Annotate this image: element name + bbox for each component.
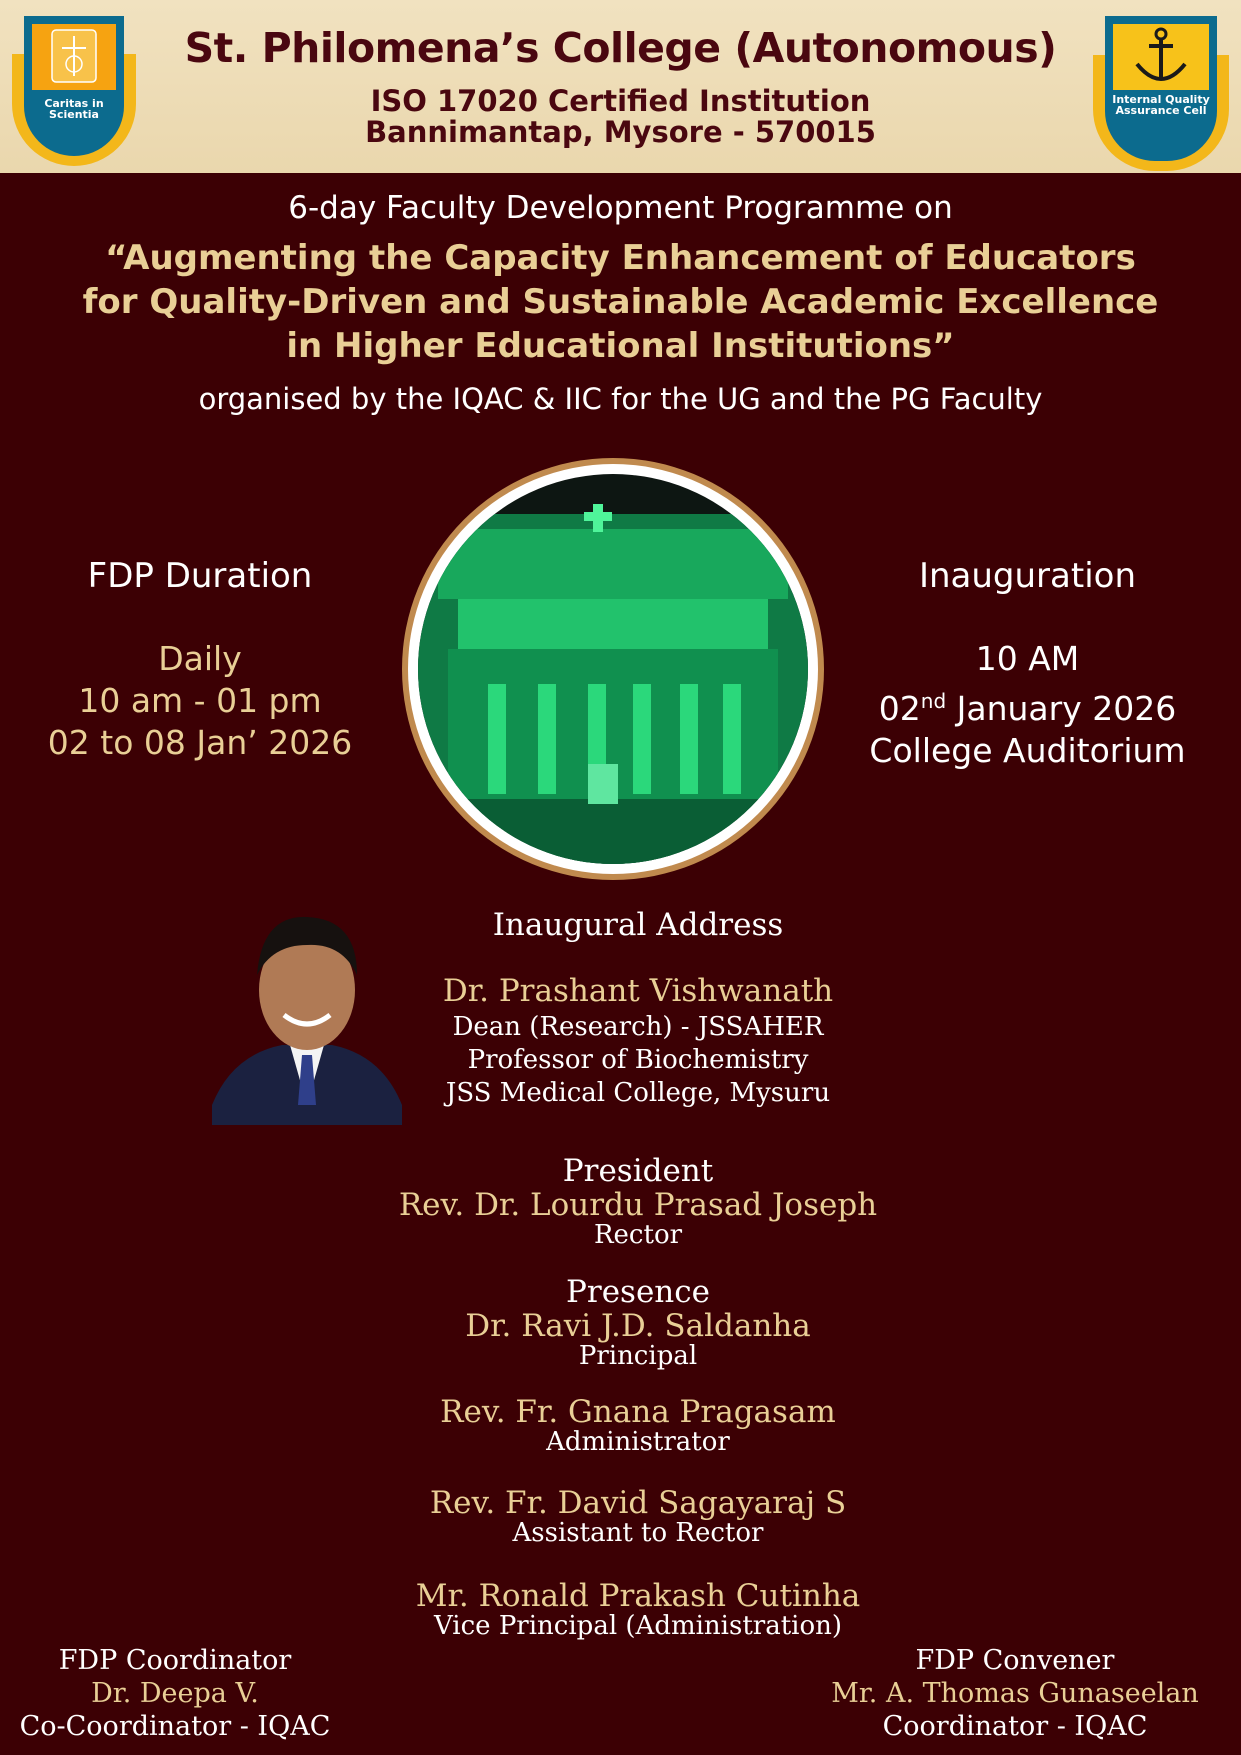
coordinator-heading: FDP Coordinator (58, 1645, 292, 1676)
presence-role: Principal (578, 1341, 698, 1371)
convener-name: Mr. A. Thomas Gunaseelan (831, 1678, 1199, 1709)
fdp-convener-block (820, 1644, 1210, 1743)
inaugural-heading: Inaugural Address (492, 907, 784, 943)
logo-motto: Caritas in Scientia (44, 97, 104, 121)
duration-time: 10 am - 01 pm (78, 681, 322, 720)
iqac-logo (1093, 16, 1229, 171)
theme-line: “Augmenting the Capacity Enhancement of Educators (105, 238, 1136, 278)
speaker-role: Professor of Biochemistry (467, 1045, 809, 1075)
logo-shield-shape (1105, 16, 1217, 161)
presence-heading: Presence (566, 1274, 710, 1310)
theme-line: for Quality-Driven and Sustainable Academic Excellence (82, 282, 1159, 322)
fdp-coordinator-block (10, 1644, 340, 1743)
president-block (330, 1153, 946, 1249)
presence-person (330, 1487, 946, 1547)
header-banner (0, 0, 1241, 173)
duration-dates: 02 to 08 Jan’ 2026 (47, 723, 353, 762)
presence-name: Dr. Ravi J.D. Saldanha (465, 1308, 811, 1344)
inaugural-address-block (330, 905, 946, 1110)
programme-theme (40, 236, 1201, 368)
iso-certification: ISO 17020 Certified Institution (370, 84, 871, 118)
date-rest: January 2026 (946, 689, 1177, 728)
anchor-icon (1113, 24, 1209, 90)
presence-person (330, 1396, 946, 1456)
convener-heading: FDP Convener (915, 1645, 1115, 1676)
presence-name: Mr. Ronald Prakash Cutinha (415, 1578, 861, 1614)
coordinator-name: Dr. Deepa V. (91, 1678, 259, 1709)
president-name: Rev. Dr. Lourdu Prasad Joseph (398, 1187, 878, 1223)
college-title: St. Philomena’s College (Autonomous) (184, 24, 1057, 72)
speaker-role: JSS Medical College, Mysuru (445, 1078, 831, 1108)
inauguration-heading: Inauguration (918, 556, 1137, 596)
presence-block (330, 1274, 946, 1370)
duration-frequency: Daily (158, 639, 242, 678)
logo-caption: Internal Quality Assurance Cell (1112, 93, 1210, 117)
presence-role: Vice Principal (Administration) (433, 1611, 843, 1641)
presence-role: Assistant to Rector (512, 1518, 764, 1548)
college-address: Bannimantap, Mysore - 570015 (365, 115, 876, 149)
programme-intro: 6-day Faculty Development Programme on (288, 190, 953, 226)
date-day: 02 (878, 689, 921, 728)
inauguration-date (845, 680, 1210, 730)
theme-line: in Higher Educational Institutions” (286, 326, 955, 366)
fdp-duration-block (20, 556, 380, 764)
logo-emblem (1113, 24, 1209, 90)
duration-heading: FDP Duration (87, 556, 313, 596)
inauguration-time: 10 AM (975, 639, 1080, 678)
college-building-photo (402, 458, 824, 880)
presence-name: Rev. Fr. David Sagayaraj S (429, 1485, 847, 1521)
president-role: Rector (593, 1220, 683, 1250)
speaker-role: Dean (Research) - JSSAHER (452, 1012, 824, 1042)
organised-by: organised by the IQAC & IIC for the UG and the PG Faculty (198, 382, 1043, 416)
convener-role: Coordinator - IQAC (882, 1711, 1148, 1742)
inauguration-venue: College Auditorium (869, 731, 1186, 770)
president-heading: President (562, 1153, 714, 1189)
speaker-name: Dr. Prashant Vishwanath (442, 973, 834, 1009)
date-suffix: nd (920, 689, 947, 713)
presence-role: Administrator (546, 1427, 730, 1457)
coordinator-role: Co-Coordinator - IQAC (19, 1711, 331, 1742)
inauguration-block (845, 556, 1210, 772)
presence-name: Rev. Fr. Gnana Pragasam (440, 1394, 836, 1430)
photo-frame (408, 464, 818, 874)
presence-person (330, 1580, 946, 1640)
building-illustration (418, 474, 808, 864)
